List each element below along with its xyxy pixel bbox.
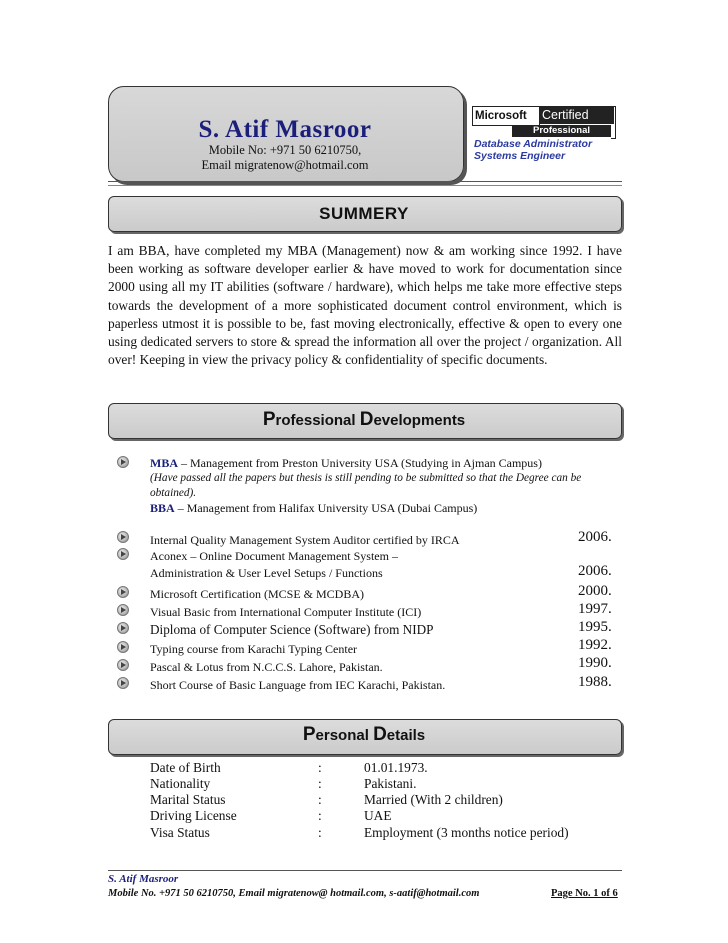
bullet-icon <box>117 641 129 653</box>
header-rule-top <box>108 181 622 182</box>
personal-title-cap-2: D <box>373 724 387 745</box>
pd-item-aconex-cont: Administration & User Level Setups / Functions <box>150 566 383 580</box>
personal-value-nationality: Pakistani. <box>364 776 417 791</box>
pd-year-microsoft: 2000. <box>578 583 612 599</box>
footer-contact: Mobile No. +971 50 6210750, Email migratenow@ hotmail.com, s-aatif@hotmail.com <box>108 888 480 899</box>
logo-line-2: Systems Engineer <box>474 150 566 162</box>
bullet-icon <box>117 659 129 671</box>
degree-bba-text: – Management from Halifax University USA (Dubai Campus) <box>174 501 478 515</box>
pd-year-pascal: 1990. <box>578 655 612 671</box>
professional-title <box>108 409 620 431</box>
professional-title-cap-1: P <box>262 409 276 430</box>
degree-mba-label: MBA <box>150 456 178 470</box>
personal-label-dob: Date of Birth <box>150 760 221 775</box>
degree-bba-label: BBA <box>150 501 175 515</box>
personal-label-license: Driving License <box>150 808 237 823</box>
pd-year-basic: 1988. <box>578 674 612 690</box>
summary-title: SUMMERY <box>319 204 409 223</box>
bullet-icon <box>117 456 129 468</box>
pd-year-diploma: 1995. <box>578 619 612 635</box>
degree-mba-text: – Management from Preston University USA (Studying in Ajman Campus) <box>178 456 542 470</box>
footer-name: S. Atif Masroor <box>108 873 179 885</box>
pd-item-aconex: Aconex – Online Document Management System – <box>150 549 398 563</box>
bullet-icon <box>117 531 129 543</box>
personal-title-rest-1: ersonal <box>315 727 374 744</box>
resume-name: S. Atif Masroor <box>198 116 372 143</box>
personal-value-dob: 01.01.1973. <box>364 760 428 775</box>
pd-item-diploma: Diploma of Computer Science (Software) from NIDP <box>150 622 434 637</box>
bullet-icon <box>117 586 129 598</box>
personal-label-marital: Marital Status <box>150 792 226 807</box>
logo-line-1: Database Administrator <box>474 138 593 150</box>
pd-year-irca: 2006. <box>578 529 612 545</box>
professional-title-cap-2: D <box>359 409 374 430</box>
header-mobile: Mobile No: +971 50 6210750, <box>208 143 362 157</box>
pd-item-pascal: Pascal & Lotus from N.C.C.S. Lahore, Pakistan. <box>150 660 383 674</box>
professional-title-rest-2: evelopments <box>373 412 466 429</box>
pd-item-vb: Visual Basic from International Computer Institute (ICI) <box>150 605 422 619</box>
bullet-icon <box>117 622 129 634</box>
personal-value-marital: Married (With 2 children) <box>364 792 503 807</box>
personal-value-visa: Employment (3 months notice period) <box>364 825 569 840</box>
summary-text: I am BBA, have completed my MBA (Management) now & am working since 1992. I have been working as software developer earlier & have moved to work for documentation since 2000 using all my IT abilities (software / hardware), which helps me take more effective steps towards the development of a more sophisticated document control environment, which is paperless utmost it is possible to be, fast moving electronically, effective & open to every one using dedicated servers to store & spread the information all over the project / organization. All over! Keeping in view the privacy policy & confidentiality of specific documents. <box>108 243 622 368</box>
pd-year-aconex: 2006. <box>578 563 612 579</box>
pd-year-vb: 1997. <box>578 601 612 617</box>
personal-sep-nationality: : <box>318 776 322 791</box>
header-rule-bottom <box>108 185 622 186</box>
pd-item-microsoft: Microsoft Certification (MCSE & MCDBA) <box>150 587 364 601</box>
degree-mba <box>150 456 542 471</box>
pd-year-typing: 1992. <box>578 637 612 653</box>
personal-title-cap-1: P <box>302 724 316 745</box>
degree-note-line-1: (Have passed all the papers but thesis is still pending to be submitted so that the Degree can be <box>150 472 582 484</box>
logo-edge <box>611 106 616 139</box>
pd-item-basic: Short Course of Basic Language from IEC Karachi, Pakistan. <box>150 678 446 692</box>
personal-label-nationality: Nationality <box>150 776 211 791</box>
bullet-icon <box>117 604 129 616</box>
degree-bba <box>150 501 477 516</box>
pd-item-typing: Typing course from Karachi Typing Center <box>150 642 358 656</box>
footer-page-number: Page No. 1 of 6 <box>551 888 618 899</box>
degree-note-line-2: obtained). <box>150 487 197 499</box>
bullet-icon <box>117 677 129 689</box>
personal-label-visa: Visa Status <box>150 825 210 840</box>
personal-sep-dob: : <box>318 760 322 775</box>
microsoft-certified-logo <box>472 105 622 161</box>
professional-title-rest-1: rofessional <box>275 412 360 429</box>
logo-certified-text: Certified <box>539 106 614 124</box>
personal-sep-marital: : <box>318 792 322 807</box>
logo-microsoft-text: Microsoft <box>472 106 540 126</box>
bullet-icon <box>117 548 129 560</box>
personal-title-rest-2: etails <box>386 727 426 744</box>
logo-professional-text: Professional <box>512 125 611 137</box>
pd-item-irca: Internal Quality Management System Auditor certified by IRCA <box>150 533 460 547</box>
personal-sep-license: : <box>318 808 322 823</box>
personal-sep-visa: : <box>318 825 322 840</box>
footer-rule <box>108 870 622 871</box>
personal-title <box>108 724 620 746</box>
header-email: Email migratenow@hotmail.com <box>201 158 369 172</box>
personal-value-license: UAE <box>364 808 392 823</box>
